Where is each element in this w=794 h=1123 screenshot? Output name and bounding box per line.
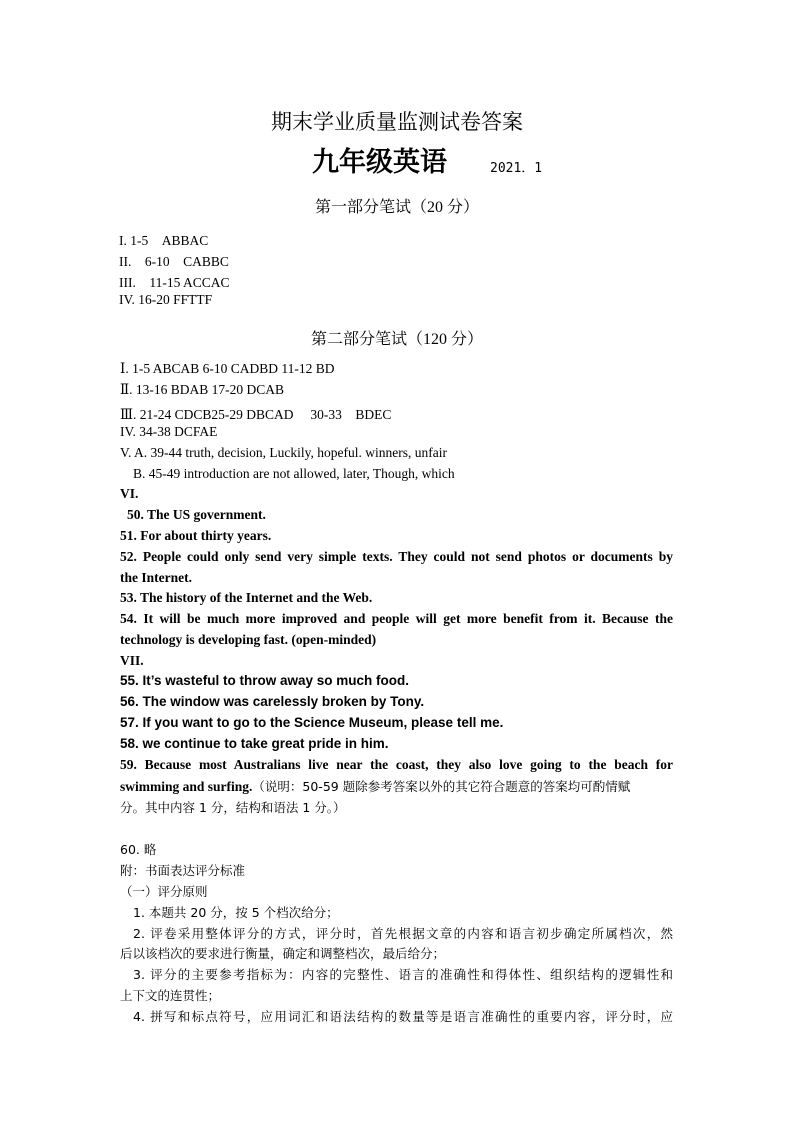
rule-1: 1. 本题共 20 分，按 5 个档次给分；: [133, 905, 339, 920]
answer-50: 50. The US government.: [127, 507, 266, 522]
rule-3-line-1: 3. 评分的主要参考指标为：内容的完整性、语言的准确性和得体性、组织结构的逻辑性和: [133, 967, 673, 982]
part2-line-3: Ⅲ. 21-24 CDCB25-29 DBCAD 30-33 BDEC: [120, 407, 392, 422]
answer-52-line-1: 52. People could only send very simple texts. They could not send photos or documents by: [120, 549, 673, 564]
answer-52-line-2: the Internet.: [120, 570, 192, 585]
answer-54-line-2: technology is developing fast. (open-minded): [120, 632, 377, 647]
answer-51: 51. For about thirty years.: [120, 528, 272, 543]
part1-line-3: III. 11-15 ACCAC: [119, 275, 230, 290]
subject-title: 九年级英语: [312, 147, 447, 178]
answer-56: 56. The window was carelessly broken by Tony.: [120, 694, 425, 709]
answer-59-line-1: 59. Because most Australians live near the coast, they also love going to the beach for: [120, 757, 673, 772]
question-60: 60. 略: [120, 842, 157, 857]
answer-58: 58. we continue to take great pride in him.: [120, 736, 389, 751]
scoring-note-line-2: 分。其中内容 1 分，结构和语法 1 分。）: [120, 800, 346, 815]
part2-line-6: B. 45-49 introduction are not allowed, later, Though, which: [133, 466, 455, 481]
page-title: 期末学业质量监测试卷答案: [271, 110, 523, 134]
rule-3-line-2: 上下文的连贯性；: [120, 988, 221, 1003]
answer-57: 57. If you want to go to the Science Museum, please tell me.: [120, 715, 504, 730]
part1-line-1: I. 1-5 ABBAC: [119, 233, 209, 248]
part2-line-2: Ⅱ. 13-16 BDAB 17-20 DCAB: [120, 382, 285, 397]
exam-date: 2021．1: [490, 161, 543, 176]
attachment-heading: 附：书面表达评分标准: [120, 863, 246, 878]
rule-4-line-1: 4. 拼写和标点符号，应用词汇和语法结构的数量等是语言准确性的重要内容，评分时，应: [133, 1009, 673, 1024]
answer-59-line-2: [120, 777, 630, 796]
part1-line-2: II. 6-10 CABBC: [119, 254, 229, 269]
rule-2-line-2: 后以该档次的要求进行衡量，确定和调整档次，最后给分；: [120, 946, 446, 961]
answer-55: 55. It’s wasteful to throw away so much food.: [120, 673, 410, 688]
scoring-note-line-1: （说明：50-59 题除参考答案以外的其它符合题意的答案均可酌情赋: [252, 779, 631, 794]
part2-line-1: Ⅰ. 1-5 ABCAB 6-10 CADBD 11-12 BD: [120, 361, 335, 376]
part2-heading: 第二部分笔试（120 分）: [310, 331, 483, 348]
part1-heading: 第一部分笔试（20 分）: [314, 199, 479, 216]
section-6-label: VI.: [120, 486, 139, 501]
answer-53: 53. The history of the Internet and the Web.: [120, 590, 373, 605]
answer-54-line-1: 54. It will be much more improved and people will get more benefit from it. Because the: [120, 611, 673, 626]
part1-line-4: IV. 16-20 FFTTF: [119, 292, 213, 307]
part2-line-4: IV. 34-38 DCFAE: [120, 424, 218, 439]
answer-59-tail: swimming and surfing.: [120, 779, 253, 794]
principle-heading: （一）评分原则: [120, 884, 208, 899]
part2-line-5: V. A. 39-44 truth, decision, Luckily, hopeful. winners, unfair: [120, 445, 447, 460]
rule-2-line-1: 2. 评卷采用整体评分的方式，评分时，首先根据文章的内容和语言初步确定所属档次，然: [133, 926, 673, 941]
section-7-label: VII.: [120, 653, 144, 668]
